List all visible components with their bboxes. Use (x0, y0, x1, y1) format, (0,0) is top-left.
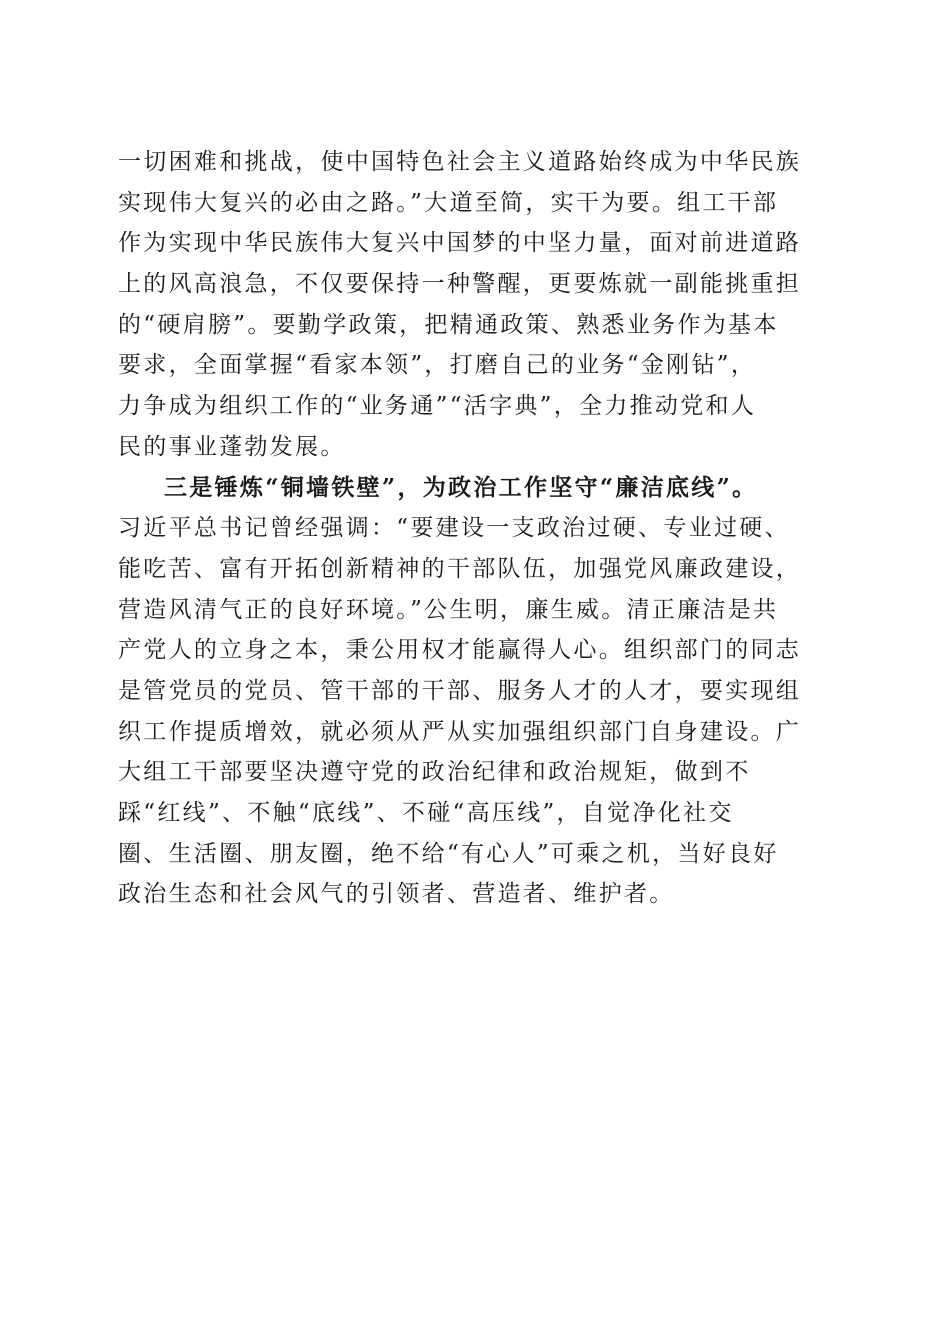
document-body (118, 142, 830, 915)
text-line: 政治生态和社会风气的引领者、营造者、维护者。 (118, 881, 675, 908)
text-line: 圈、生活圈、朋友圈，绝不给“有心人”可乘之机，当好良好 (118, 840, 779, 867)
text-line: 力争成为组织工作的“业务通”“活字典”，全力推动党和人 (118, 393, 757, 420)
text-line: 营造风清气正的良好环境。”公生明，廉生威。清正廉洁是共 (118, 596, 779, 623)
text-line: 要求，全面掌握“看家本领”，打磨自己的业务“金刚钻”， (118, 352, 757, 379)
text-line: 产党人的立身之本，秉公用权才能赢得人心。组织部门的同志 (118, 637, 802, 664)
text-line: 上的风高浪急，不仅要保持一种警醒，更要炼就一副能挑重担 (118, 271, 802, 298)
text-line: 踩“红线”、不触“底线”、不碰“高压线”，自觉净化社交 (118, 800, 734, 826)
text-line: 一切困难和挑战，使中国特色社会主义道路始终成为中华民族 (118, 149, 802, 175)
paragraph-1 (118, 142, 830, 468)
text-line: 的“硬肩膀”。要勤学政策，把精通政策、熟悉业务作为基本 (118, 311, 779, 338)
text-line: 作为实现中华民族伟大复兴中国梦的中坚力量，面对前进道路 (118, 230, 802, 257)
section-heading: 三是锤炼“铜墙铁壁”，为政治工作坚守“廉洁底线”。 (164, 473, 758, 501)
text-line: 大组工干部要坚决遵守党的政治纪律和政治规矩，做到不 (118, 759, 751, 786)
text-line: 习近平总书记曾经强调：“要建设一支政治过硬、专业过硬、 (118, 515, 790, 542)
paragraph-2 (118, 468, 830, 916)
text-line: 实现伟大复兴的必由之路。”大道至简，实干为要。组工干部 (118, 189, 779, 216)
text-line: 民的事业蓬勃发展。 (118, 433, 346, 460)
text-line: 织工作提质增效，就必须从严从实加强组织部门自身建设。广 (118, 718, 802, 745)
text-line: 能吃苦、富有开拓创新精神的干部队伍，加强党风廉政建设， (118, 555, 802, 582)
text-line: 是管党员的党员、管干部的干部、服务人才的人才，要实现组 (118, 677, 802, 704)
